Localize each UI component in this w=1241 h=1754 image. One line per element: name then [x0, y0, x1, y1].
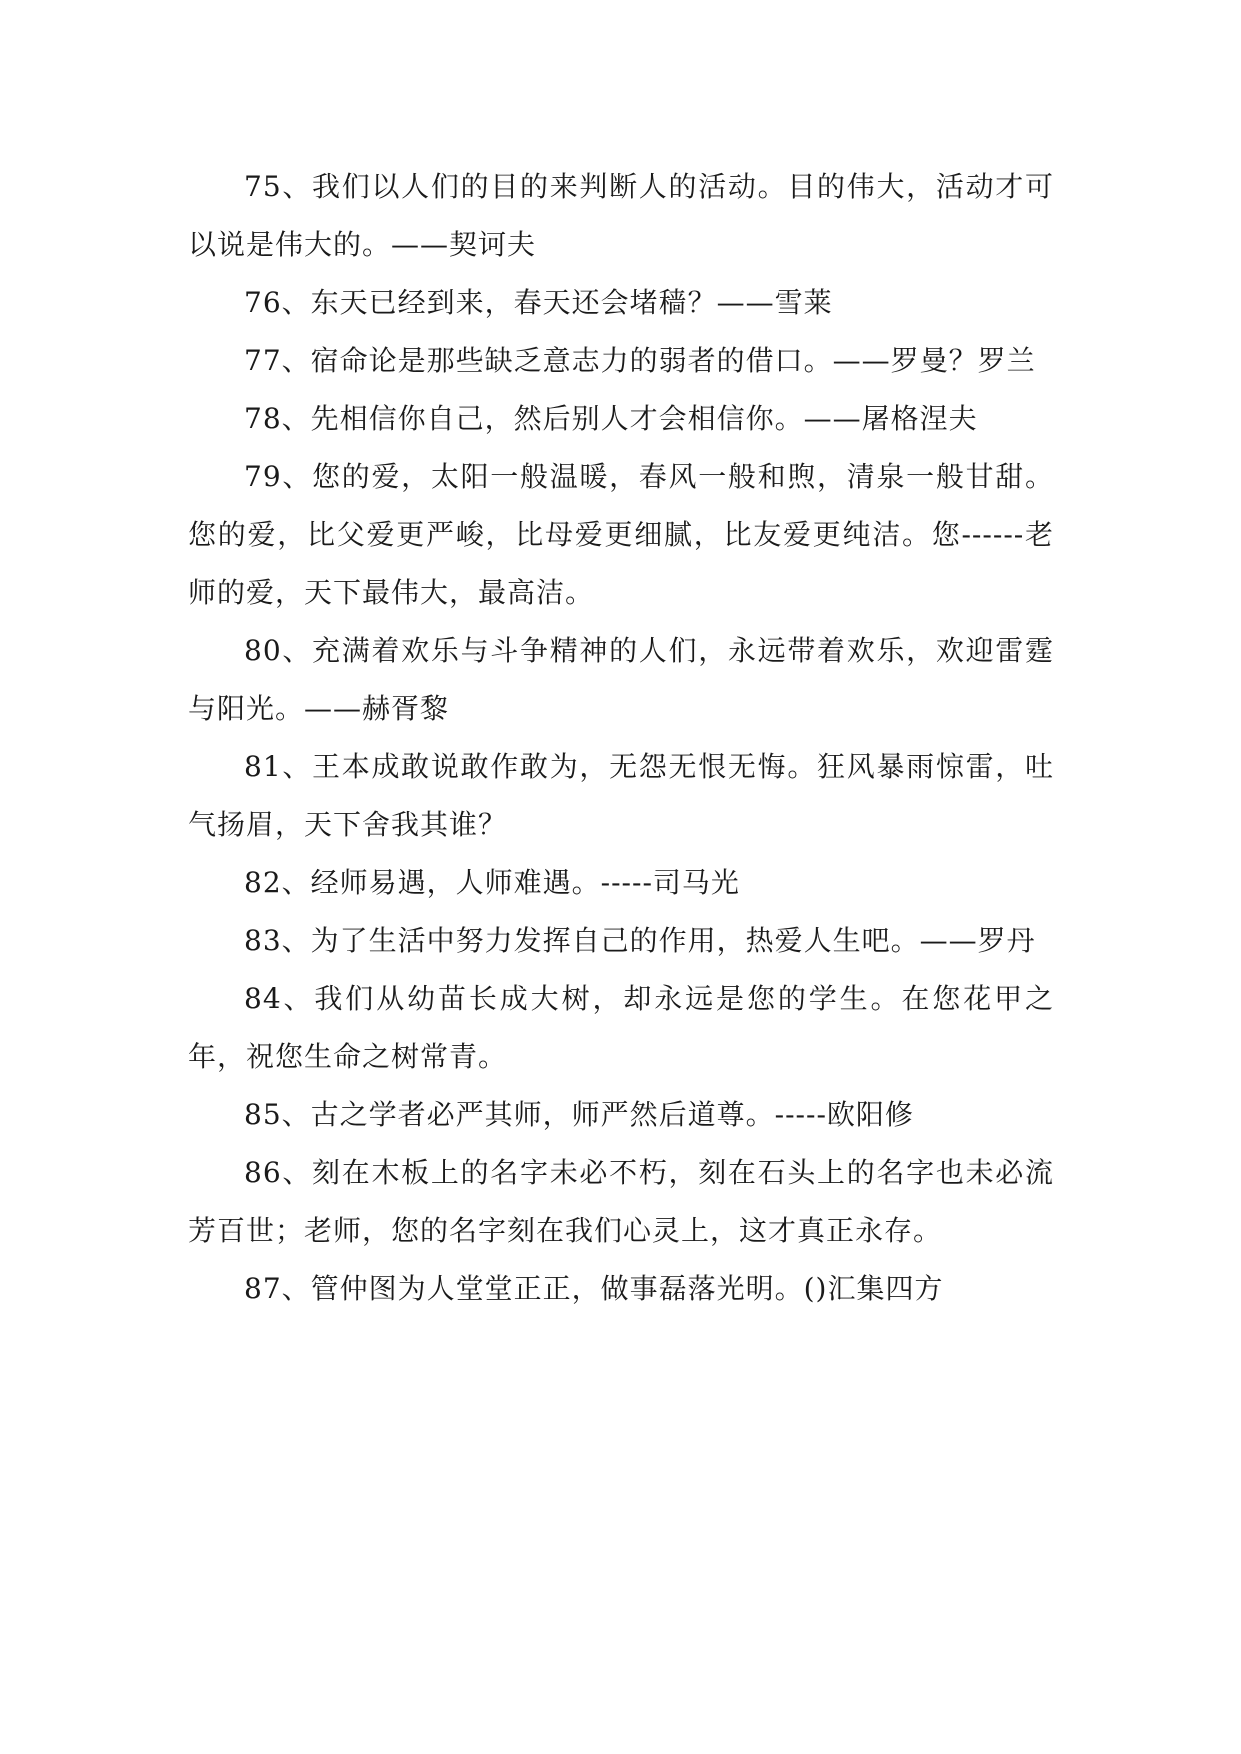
quote-paragraph-81: 81、王本成敢说敢作敢为，无怨无恨无悔。狂风暴雨惊雷，吐气扬眉，天下舍我其谁？	[188, 750, 1054, 841]
quote-paragraph-80: 80、充满着欢乐与斗争精神的人们，永远带着欢乐，欢迎雷霆与阳光。——赫胥黎	[188, 634, 1054, 725]
quote-paragraph-85: 85、古之学者必严其师，师严然后道尊。-----欧阳修	[244, 1098, 914, 1131]
quote-paragraph-76: 76、东天已经到来，春天还会堵穑？——雪莱	[244, 286, 833, 319]
quote-paragraph-79: 79、您的爱，太阳一般温暖，春风一般和煦，清泉一般甘甜。您的爱，比父爱更严峻，比母爱更细腻，比友爱更纯洁。您------老师的爱，天下最伟大，最高洁。	[188, 460, 1054, 609]
quote-paragraph-78: 78、先相信你自己，然后别人才会相信你。——屠格涅夫	[244, 402, 978, 435]
quote-paragraph-82: 82、经师易遇，人师难遇。-----司马光	[244, 866, 740, 899]
quote-paragraph-77: 77、宿命论是那些缺乏意志力的弱者的借口。——罗曼？罗兰	[244, 344, 1036, 377]
quote-paragraph-83: 83、为了生活中努力发挥自己的作用，热爱人生吧。——罗丹	[244, 924, 1036, 957]
quote-paragraph-86: 86、刻在木板上的名字未必不朽，刻在石头上的名字也未必流芳百世；老师，您的名字刻在我们心灵上，这才真正永存。	[188, 1156, 1054, 1247]
quote-paragraph-84: 84、我们从幼苗长成大树，却永远是您的学生。在您花甲之年，祝您生命之树常青。	[188, 982, 1054, 1073]
quote-paragraph-87: 87、管仲图为人堂堂正正，做事磊落光明。()汇集四方	[244, 1272, 944, 1305]
quote-paragraph-75: 75、我们以人们的目的来判断人的活动。目的伟大，活动才可以说是伟大的。——契诃夫	[188, 170, 1054, 261]
document-body	[188, 158, 1054, 1318]
